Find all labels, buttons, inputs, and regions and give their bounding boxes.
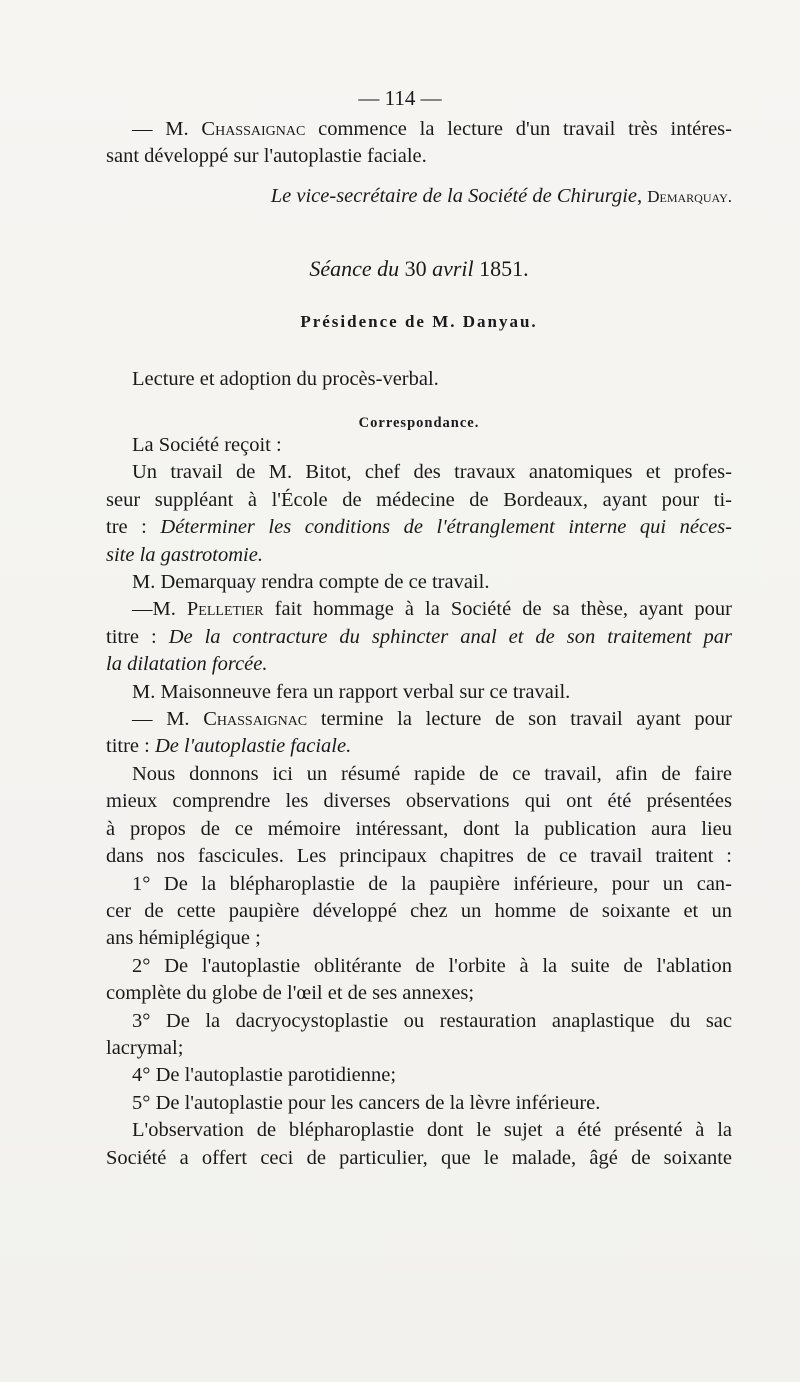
list-item: 3° De la dacryocystoplastie ou restauration anaplastique du sac — [132, 1009, 732, 1032]
text-line: M. Maisonneuve fera un rapport verbal sur ce travail. — [132, 680, 571, 703]
text-span: De la contracture du sphincter anal et de son traitement par — [168, 625, 732, 648]
text-line: à propos de ce mémoire intéressant, dont la publication aura lieu — [106, 817, 732, 840]
text-line: la dilatation forcée. — [106, 653, 268, 676]
text-span: , — [636, 185, 648, 207]
author-name: Pelletier — [186, 598, 264, 621]
text-line: Société a offert ceci de particulier, que le malade, âgé de soixante — [106, 1146, 732, 1169]
text-span: —M. — [132, 598, 187, 621]
text-span: titre : — [106, 625, 169, 648]
text-span: fait hommage à la Société de sa thèse, ayant pour — [263, 598, 732, 621]
text-line: ans hémiplégique ; — [106, 927, 261, 950]
text-span: Déterminer les conditions de l'étranglement interne qui néces- — [160, 516, 732, 539]
signature-line — [106, 183, 732, 210]
text-line: Correspondance. — [358, 415, 480, 431]
text-line: dans nos fascicules. Les principaux chapitres de ce travail traitent : — [106, 845, 732, 868]
paragraph-lecture — [106, 366, 732, 393]
page-number: — 114 — — [358, 86, 442, 110]
text-line: cer de cette paupière développé chez un homme de soixante et un — [106, 899, 732, 922]
text-span: titre : — [106, 735, 155, 758]
text-span: Séance du — [309, 256, 400, 281]
text-line — [106, 514, 732, 541]
paragraph-correspondance — [106, 432, 732, 1172]
text-line: Un travail de M. Bitot, chef des travaux anatomiques et profes- — [132, 461, 732, 484]
text-line: sant développé sur l'autoplastie faciale. — [106, 145, 427, 168]
author-name: Chassaignac — [203, 708, 308, 731]
list-item: 4° De l'autoplastie parotidienne; — [132, 1064, 397, 1087]
text-line — [106, 116, 732, 143]
text-line: La Société reçoit : — [132, 434, 282, 456]
paragraph-chassaignac-start — [106, 116, 732, 171]
list-item: 5° De l'autoplastie pour les cancers de la lèvre inférieure. — [132, 1091, 601, 1114]
text-line: site la gastrotomie. — [106, 543, 263, 566]
signature-name: Demarquay. — [647, 187, 732, 206]
seance-heading — [106, 255, 732, 282]
text-span: De l'autoplastie faciale. — [154, 735, 352, 758]
text-line: Lecture et adoption du procès-verbal. — [132, 368, 439, 390]
text-line: Nous donnons ici un résumé rapide de ce travail, afin de faire — [132, 762, 732, 785]
list-item: 2° De l'autoplastie oblitérante de l'orbite à la suite de l'ablation — [132, 954, 732, 977]
text-line — [106, 183, 732, 210]
text-line — [106, 255, 732, 282]
text-line: lacrymal; — [106, 1036, 184, 1059]
text-line — [106, 624, 732, 651]
text-span: tre : — [106, 516, 161, 539]
text-span: — M. — [132, 118, 202, 140]
text-line — [106, 733, 732, 760]
text-line: complète du globe de l'œil et de ses annexes; — [106, 982, 475, 1005]
text-span: commence la lecture d'un travail très intéres- — [305, 118, 732, 140]
text-line: L'observation de blépharoplastie dont le sujet a été présenté à la — [132, 1119, 732, 1142]
text-line — [106, 706, 732, 733]
author-name: Chassaignac — [201, 118, 306, 140]
list-item: 1° De la blépharoplastie de la paupière inférieure, pour un can- — [132, 872, 732, 895]
signature-title: Le vice-secrétaire de la Société de Chirurgie — [270, 185, 637, 207]
text-span: 1851. — [473, 256, 529, 281]
text-span: termine la lecture de son travail ayant pour — [307, 708, 732, 731]
text-line — [106, 596, 732, 623]
presidence-heading — [106, 308, 732, 335]
text-line: seur suppléant à l'École de médecine de Bordeaux, ayant pour ti- — [106, 488, 732, 511]
text-span: avril — [432, 256, 474, 281]
text-line: Présidence de M. Danyau. — [300, 312, 538, 331]
text-line: mieux comprendre les diverses observations qui ont été présentées — [106, 790, 732, 813]
text-span: 30 — [399, 256, 433, 281]
text-line: M. Demarquay rendra compte de ce travail. — [132, 571, 490, 594]
text-span: — M. — [132, 708, 204, 731]
